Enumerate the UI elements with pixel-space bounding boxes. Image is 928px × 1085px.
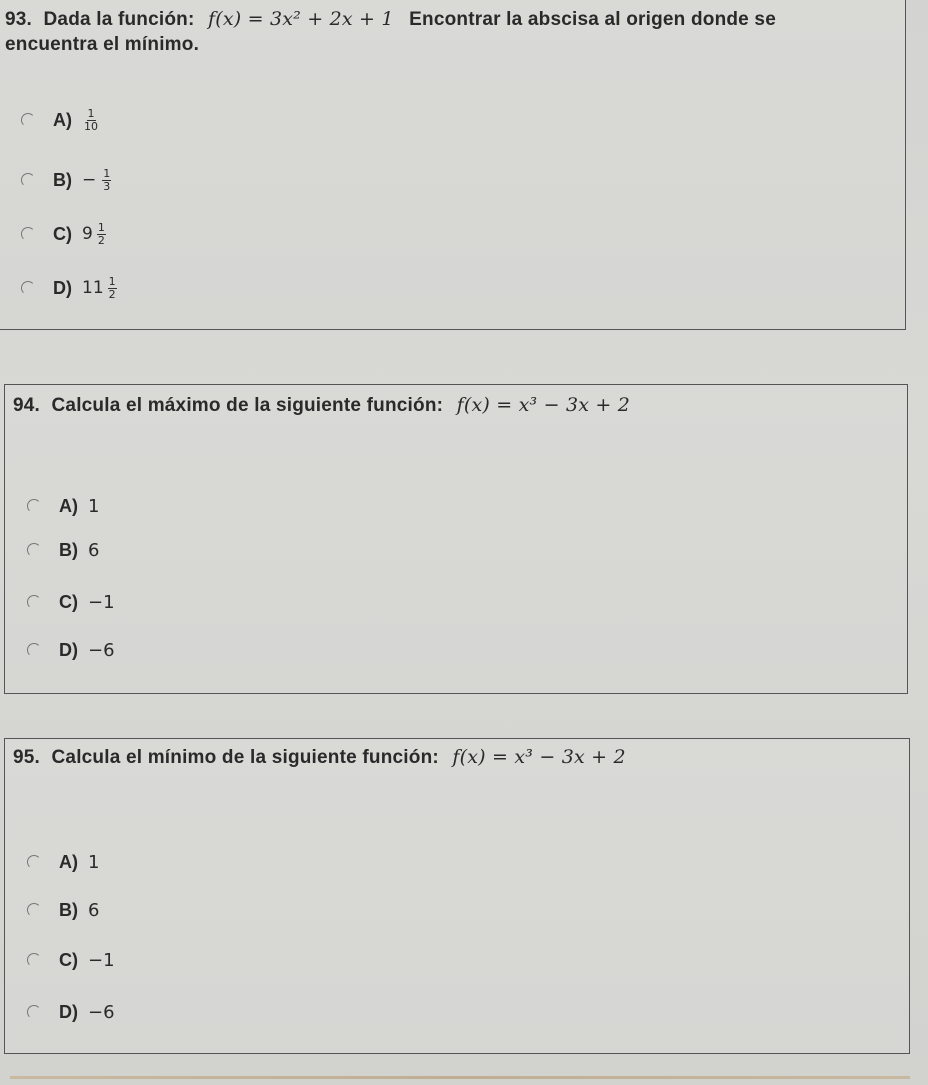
option-letter: C)	[59, 591, 78, 612]
option-value: −6	[88, 639, 115, 661]
question-text-line2: encuentra el mínimo.	[5, 34, 200, 55]
denominator: 2	[108, 287, 116, 301]
question-93-stem	[5, 7, 776, 57]
option-c[interactable]	[21, 219, 106, 249]
fraction	[97, 222, 106, 247]
radio-button[interactable]	[27, 855, 41, 869]
radio-button[interactable]	[21, 113, 35, 127]
question-number: 95.	[13, 747, 41, 768]
function-formula: f(x) = x³ − 3x + 2	[452, 746, 626, 768]
whole-number: 9	[82, 224, 93, 244]
question-94	[4, 384, 908, 694]
option-c[interactable]	[27, 587, 115, 617]
numerator: 1	[97, 220, 105, 234]
option-d[interactable]	[27, 635, 115, 665]
radio-button[interactable]	[27, 499, 41, 513]
option-value: −6	[88, 1001, 115, 1023]
radio-button[interactable]	[27, 543, 41, 557]
option-value: −1	[88, 591, 115, 613]
radio-button[interactable]	[27, 953, 41, 967]
option-letter: D)	[59, 1001, 78, 1022]
function-formula: f(x) = x³ − 3x + 2	[456, 394, 631, 416]
question-text: Dada la función:	[43, 9, 195, 30]
fraction	[108, 276, 117, 301]
question-95	[4, 738, 910, 1054]
whole-number: 11	[82, 278, 104, 298]
option-letter: D)	[53, 277, 72, 298]
option-letter: A)	[53, 109, 72, 130]
option-letter: B)	[59, 539, 78, 560]
denominator: 3	[103, 179, 111, 193]
option-c[interactable]	[27, 945, 115, 975]
option-letter: A)	[59, 851, 78, 872]
question-number: 94.	[13, 395, 41, 416]
radio-button[interactable]	[21, 173, 35, 187]
fraction	[102, 168, 111, 193]
question-text: Calcula el mínimo de la siguiente función:	[51, 747, 439, 768]
option-letter: A)	[59, 495, 78, 516]
question-94-stem	[13, 393, 640, 418]
question-95-stem	[13, 745, 636, 770]
option-a[interactable]	[27, 847, 99, 877]
option-d[interactable]	[21, 273, 117, 303]
question-93	[0, 0, 906, 330]
radio-button[interactable]	[21, 227, 35, 241]
option-value: 1	[88, 851, 100, 873]
page-bottom-rule	[10, 1076, 910, 1079]
numerator: 1	[108, 274, 116, 288]
option-letter: B)	[53, 169, 72, 190]
option-a[interactable]	[27, 491, 99, 521]
option-b[interactable]	[27, 535, 99, 565]
question-text-continued: Encontrar la abscisa al origen donde se	[409, 9, 776, 30]
numerator: 1	[103, 166, 111, 180]
option-value: 6	[88, 539, 100, 561]
option-letter: D)	[59, 639, 78, 660]
function-formula: f(x) = 3x² + 2x + 1	[207, 8, 394, 30]
option-value: −1	[88, 949, 115, 971]
option-b[interactable]	[21, 165, 111, 195]
option-d[interactable]	[27, 997, 115, 1027]
radio-button[interactable]	[27, 1005, 41, 1019]
denominator: 2	[97, 233, 105, 247]
option-a[interactable]	[21, 105, 98, 135]
option-letter: B)	[59, 899, 78, 920]
fraction	[84, 108, 98, 133]
radio-button[interactable]	[27, 643, 41, 657]
option-letter: C)	[53, 223, 72, 244]
denominator: 10	[84, 119, 98, 133]
question-number: 93.	[5, 9, 33, 30]
radio-button[interactable]	[27, 595, 41, 609]
option-b[interactable]	[27, 895, 99, 925]
numerator: 1	[87, 106, 95, 120]
option-value: 6	[88, 899, 100, 921]
radio-button[interactable]	[27, 903, 41, 917]
question-text: Calcula el máximo de la siguiente función:	[51, 395, 444, 416]
option-letter: C)	[59, 949, 78, 970]
minus-sign: −	[82, 170, 97, 190]
radio-button[interactable]	[21, 281, 35, 295]
option-value: 1	[88, 495, 100, 517]
